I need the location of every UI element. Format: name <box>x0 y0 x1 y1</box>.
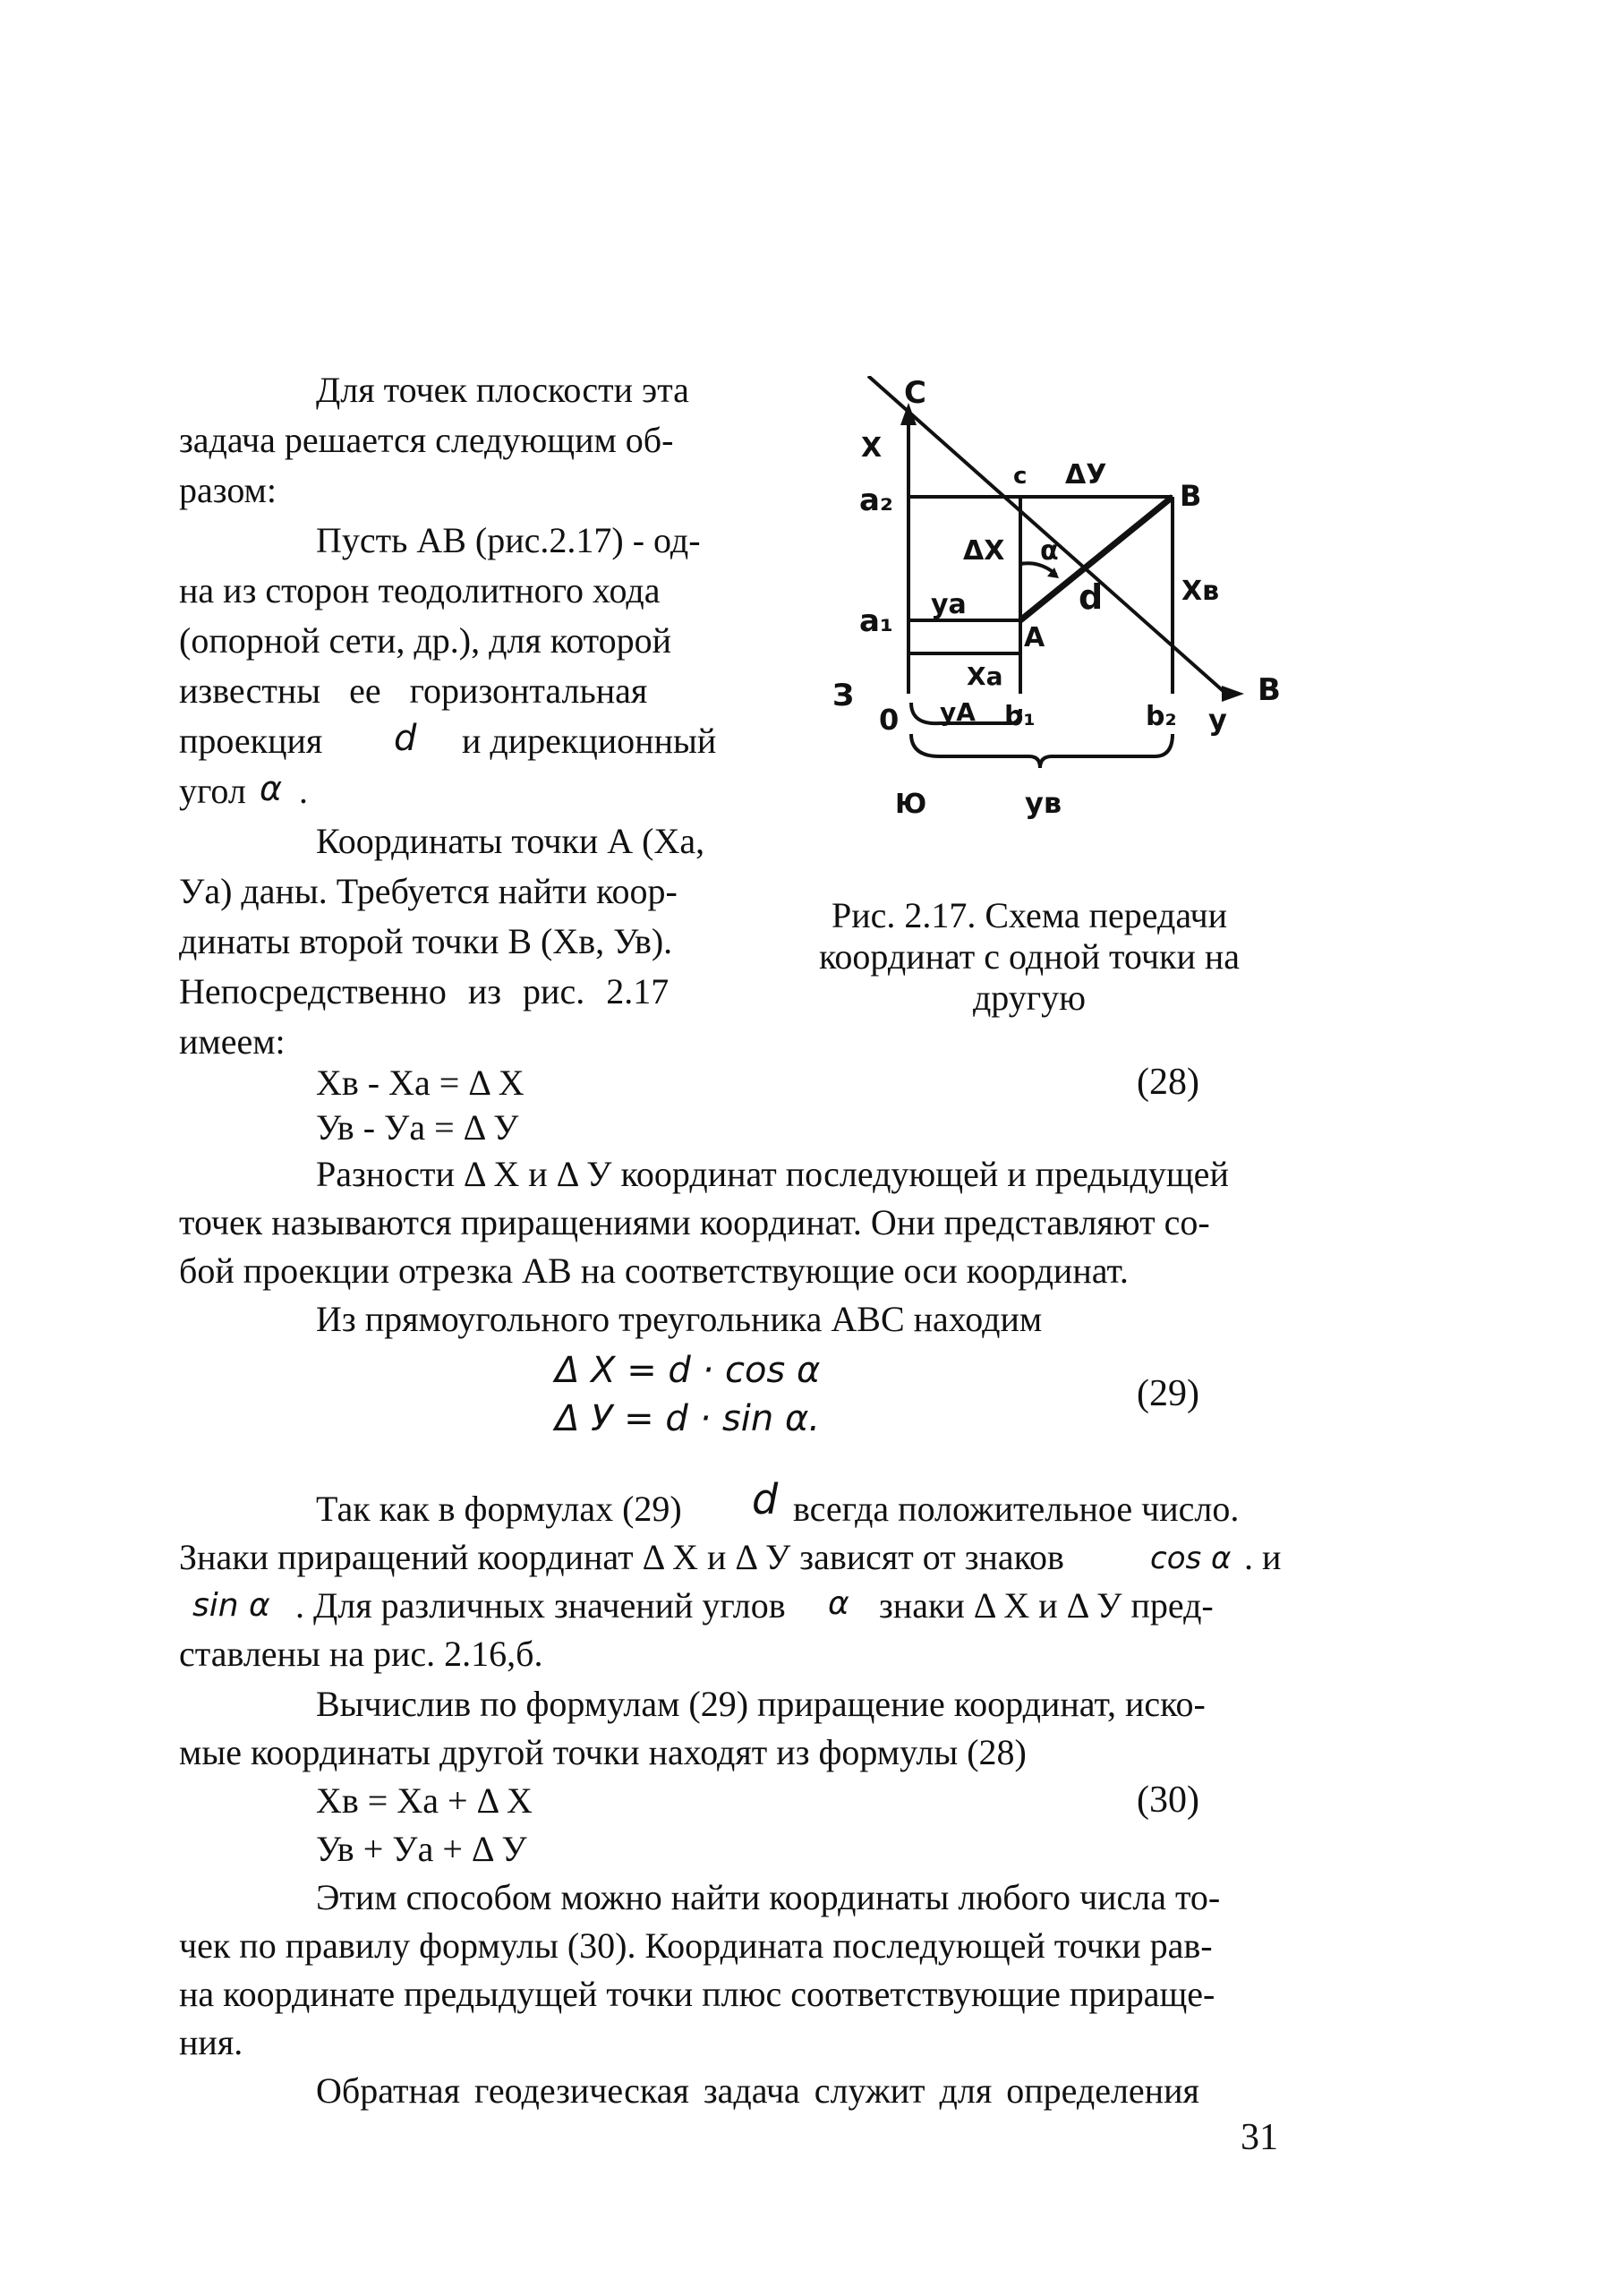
alpha-label: α <box>1040 535 1059 567</box>
y-axis-label: у <box>1208 703 1227 737</box>
text-line: Вычислив по формулам (29) приращение координат, иско- <box>316 1684 1206 1724</box>
alpha-symbol: α <box>260 769 283 808</box>
equation-28-line: Хв - Ха = Δ Х <box>316 1063 525 1103</box>
y-arrowhead <box>1222 686 1244 702</box>
text-line: задача решается следующим об- <box>179 420 674 460</box>
equation-29-line: Δ Х = d · cos α <box>555 1350 821 1391</box>
xa-label: Xа <box>967 661 1003 691</box>
text-line: знаки Δ Х и Δ У пред- <box>879 1585 1214 1626</box>
b-point-label: B <box>1180 479 1202 513</box>
text-line: ния. <box>179 2022 243 2062</box>
text-line: Так как в формулах (29) <box>316 1489 682 1529</box>
equation-30-line: Хв = Ха + Δ Х <box>316 1780 533 1821</box>
b1-label: b₁ <box>1004 701 1036 732</box>
yb-brace <box>911 734 1173 768</box>
b2-label: b₂ <box>1146 701 1177 732</box>
text-line: Этим способом можно найти координаты любого числа то- <box>316 1877 1221 1917</box>
text-line: (опорной сети, др.), для которой <box>179 620 672 661</box>
text-line: Обратная геодезическая задача служит для определения <box>316 2070 1199 2111</box>
yb-label: ув <box>1025 786 1062 820</box>
text-line: проекция <box>179 721 323 761</box>
equation-29-line: Δ У = d · sin α. <box>555 1398 821 1439</box>
text-line: ставлены на рис. 2.16,б. <box>179 1634 543 1674</box>
text-line: . Для различных значений углов <box>295 1585 786 1626</box>
d-label: d <box>1079 577 1104 617</box>
figure-caption-line: Рис. 2.17. Схема передачи <box>831 895 1228 935</box>
equation-number: (28) <box>1137 1062 1199 1103</box>
east-label: В <box>1258 672 1281 708</box>
a-point-label: A <box>1024 622 1045 653</box>
text-line: . и <box>1244 1537 1282 1577</box>
text-line: динаты второй точки В (Хв, Ув). <box>179 921 673 961</box>
text-line: точек называются приращениями координат. Они представляют со- <box>179 1202 1210 1242</box>
north-label: С <box>904 376 926 411</box>
c-label: c <box>1013 463 1028 490</box>
west-label: З <box>832 678 855 713</box>
equation-28-line: Ув - Уа = Δ У <box>316 1107 519 1148</box>
xb-label: Xв <box>1181 576 1220 607</box>
text-line: чек по правилу формулы (30). Координата последующей точки рав- <box>179 1925 1213 1966</box>
d-symbol: d <box>752 1475 779 1524</box>
text-line: . <box>299 771 308 811</box>
figure-caption-line: другую <box>972 977 1087 1018</box>
text-line: бой проекции отрезка АВ на соответствующие оси координат. <box>179 1250 1129 1291</box>
text-line: на из сторон теодолитного хода <box>179 570 661 610</box>
text-line: мые координаты другой точки находят из формулы (28) <box>179 1732 1027 1772</box>
coordinate-transfer-diagram <box>806 376 1307 841</box>
text-line: разом: <box>179 470 277 510</box>
ya-small-label: уа <box>931 589 967 620</box>
text-line: на координате предыдущей точки плюс соответствующие прираще- <box>179 1974 1215 2014</box>
figure-caption-line: координат с одной точки на <box>818 936 1241 977</box>
text-line: Знаки приращений координат Δ Х и Δ У зависят от знаков <box>179 1537 1064 1577</box>
text-line: Уа) даны. Требуется найти коор- <box>179 871 678 911</box>
text-line: Для точек плоскости эта <box>316 370 689 410</box>
text-line: Пусть АВ (рис.2.17) - од- <box>316 520 701 560</box>
text-line: и дирекционный <box>462 721 717 761</box>
origin-label: 0 <box>879 703 900 737</box>
equation-number: (29) <box>1137 1373 1199 1414</box>
cos-symbol: cos α <box>1150 1541 1232 1576</box>
text-line: угол <box>179 771 246 811</box>
equation-number: (30) <box>1137 1780 1199 1821</box>
south-label: Ю <box>895 789 927 820</box>
dx-label: ΔX <box>963 535 1005 567</box>
d-symbol: d <box>394 718 417 759</box>
text-line: известны ее горизонтальная <box>179 670 648 711</box>
alpha-symbol: α <box>828 1585 849 1622</box>
a1-label: a₁ <box>859 603 893 639</box>
page-number: 31 <box>1241 2117 1278 2158</box>
x-axis-label: X <box>861 432 883 464</box>
text-line: Непосредственно из рис. 2.17 <box>179 971 670 1011</box>
text-line: имеем: <box>179 1021 286 1062</box>
equation-30-line: Ув + Уа + Δ У <box>316 1829 527 1869</box>
text-line: Разности Δ Х и Δ У координат последующей и предыдущей <box>316 1154 1229 1194</box>
a2-label: a₂ <box>859 482 893 518</box>
sin-symbol: sin α <box>192 1587 270 1624</box>
text-line: Из прямоугольного треугольника АВС находим <box>316 1299 1043 1339</box>
dy-label: ΔУ <box>1065 459 1107 491</box>
ya-label: уА <box>940 697 976 727</box>
text-line: Координаты точки А (Ха, <box>316 821 705 861</box>
text-line: всегда положительное число. <box>793 1489 1240 1529</box>
